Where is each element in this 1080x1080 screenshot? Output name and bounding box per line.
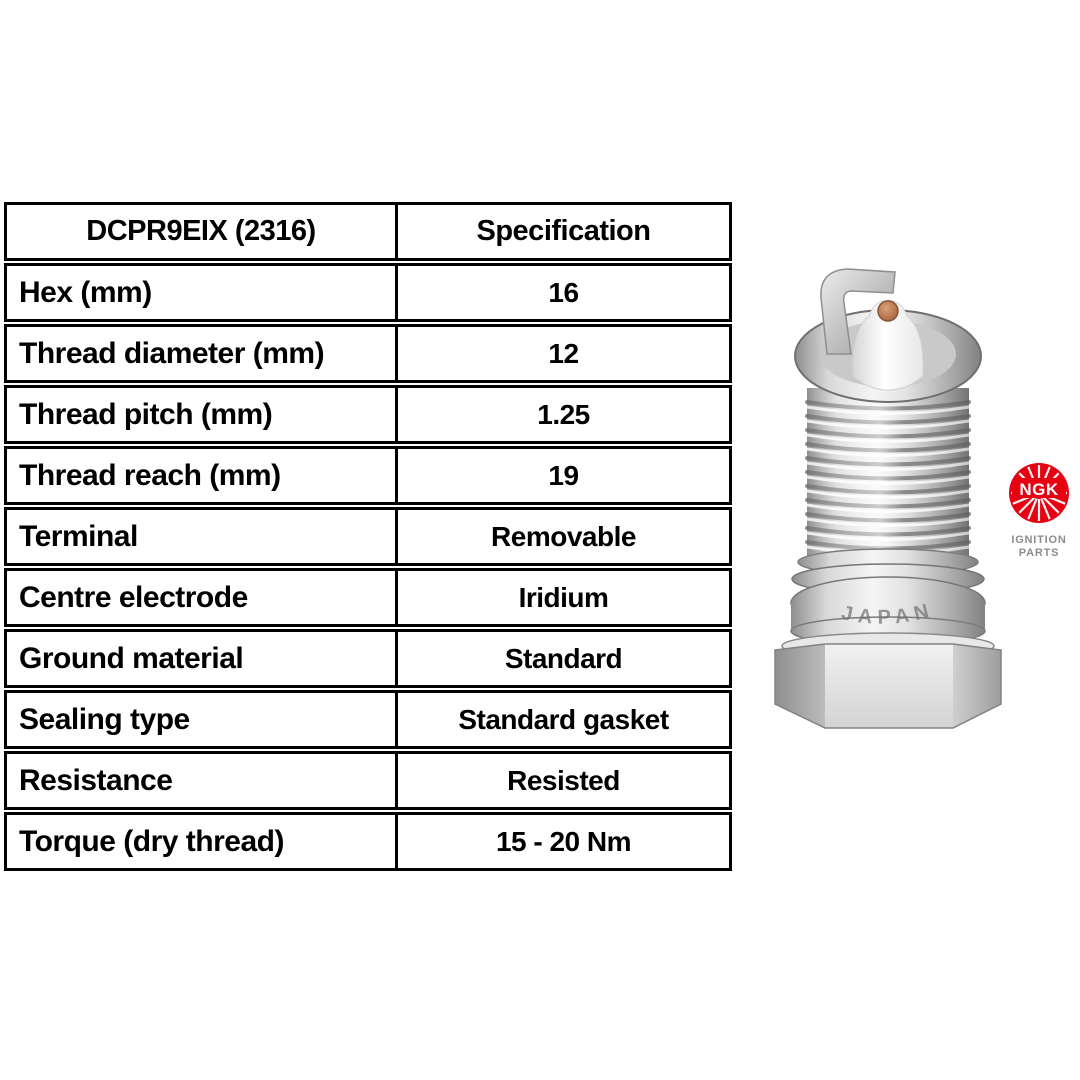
spark-plug-illustration: [755, 256, 1015, 736]
product-code-header: DCPR9EIX (2316): [7, 205, 398, 258]
spec-label: Terminal: [7, 510, 398, 563]
spec-value: Standard: [504, 642, 623, 674]
spec-value: Resisted: [507, 764, 620, 796]
japan-stamp-text: JAPAN: [839, 598, 937, 629]
spec-value: Removable: [491, 520, 636, 552]
table-row: [4, 446, 732, 505]
centre-electrode-tip: [878, 301, 898, 321]
spec-table: [4, 202, 732, 871]
plug-collar: [791, 549, 985, 645]
spec-value: 19: [548, 459, 579, 491]
spec-value: 1.25: [537, 398, 590, 430]
tagline-line-1: IGNITION: [1011, 534, 1067, 546]
spec-value: Standard gasket: [458, 703, 669, 735]
spec-label: Sealing type: [7, 693, 398, 746]
spec-value: Iridium: [518, 581, 609, 613]
spec-value: 15 - 20 Nm: [495, 825, 632, 857]
ngk-logo-text: NGK: [1019, 480, 1059, 499]
spec-label: Ground material: [7, 632, 398, 685]
spec-label: Resistance: [7, 754, 398, 807]
spec-value: 16: [548, 276, 579, 308]
table-row: [4, 263, 732, 322]
spec-label: Thread reach (mm): [7, 449, 398, 502]
spec-value: 12: [548, 337, 579, 369]
spec-table-header-row: [4, 202, 732, 261]
specification-header: Specification: [476, 215, 651, 247]
spec-label: Thread diameter (mm): [7, 327, 398, 380]
plug-threads: [807, 388, 969, 558]
spec-label: Hex (mm): [7, 266, 398, 319]
ngk-logo: [1006, 461, 1072, 525]
table-row: [4, 690, 732, 749]
spec-label: Thread pitch (mm): [7, 388, 398, 441]
plug-hex-nut: [775, 633, 1001, 728]
spec-label: Torque (dry thread): [7, 815, 398, 868]
table-row: [4, 568, 732, 627]
table-row: [4, 751, 732, 810]
table-row: [4, 324, 732, 383]
ngk-tagline: [998, 534, 1080, 560]
table-row: [4, 812, 732, 871]
spec-label: Centre electrode: [7, 571, 398, 624]
table-row: [4, 507, 732, 566]
spark-plug-photo: [755, 256, 1015, 736]
table-row: [4, 385, 732, 444]
tagline-line-2: PARTS: [1018, 547, 1060, 559]
table-row: [4, 629, 732, 688]
